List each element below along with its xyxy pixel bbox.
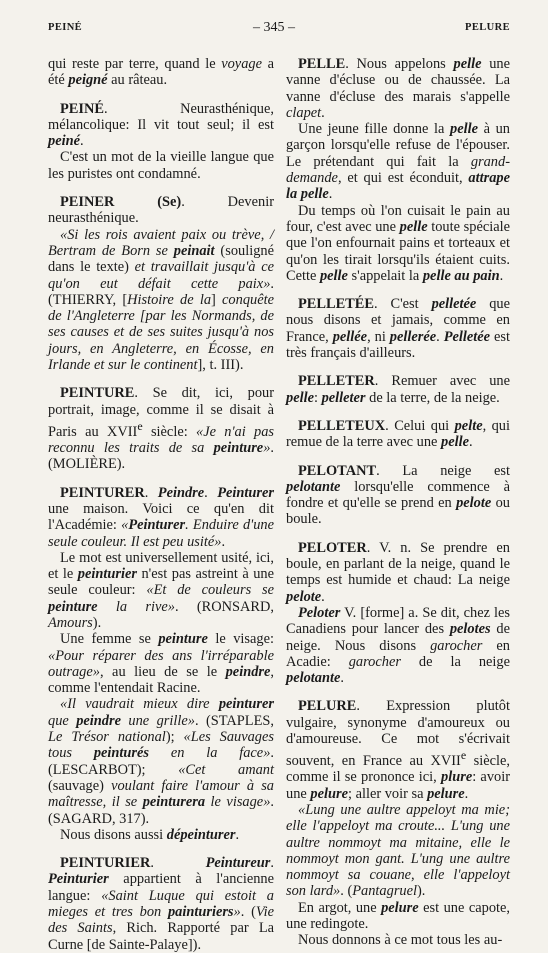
entry-gap: [286, 361, 510, 373]
entry-paragraph: Peloter V. [forme] a. Se dit, chez les Canadiens pour lancer des pelotes de neige. Nous disons garocher en Acadie: garocher de la neige pelotante.: [286, 604, 510, 687]
left-column: [48, 56, 274, 953]
running-head-right: PELURE: [465, 22, 510, 33]
entry-paragraph: Le mot est universellement usité, ici, et le peinturier n'est pas astreint à une seule couleur: «Et de couleurs se peinture la rive». (RONSARD, Amours).: [48, 549, 275, 631]
dictionary-entry: PELOTER. V. n. Se prendre en boule, en parlant de la neige, quand le temps est humide et chaud: La neige pelote.: [286, 539, 510, 605]
dictionary-entry: PEINTURE. Se dit, ici, pour portrait, image, comme il se disait à Paris au XVIIe siècle: «Je n'ai pas reconnu les traits de sa peinture». (MOLIÈRE).: [48, 385, 275, 473]
page-number: – 345 –: [253, 20, 295, 35]
entry-gap: [48, 373, 274, 385]
entry-gap: [286, 686, 510, 698]
entry-gap: [48, 843, 274, 855]
entry-gap: [48, 89, 274, 101]
entry-paragraph: «Si les rois avaient paix ou trève, / Bertram de Born se peinait (souligné dans le texte) et travaillait jusqu'à ce qu'on eut défait cette paix». (THIERRY, [Histoire de la] conquête de l'Angleterre [par les Normands, de ses causes et de ses suites jusqu'à nos jours, en Angleterre, en Écosse, en Irlande et sur le continent], t. III).: [48, 226, 274, 374]
entry-paragraph: «Lung une aultre appeloyt ma mie; elle l'appeloyt ma croute... L'ung une aultre nommoyt ma mitaine, elle le nommoyt mon gant. L'ung une aultre nommoyt sa couane, elle l'appeloyt son lard». (Pantagruel).: [286, 801, 510, 900]
right-column: [286, 56, 510, 949]
dictionary-entry: PELLETEUX. Celui qui pelte, qui remue de la terre avec une pelle.: [286, 417, 510, 451]
entry-paragraph: «Il vaudrait mieux dire peinturer que peindre une grille». (STAPLES, Le Trésor national); «Les Sauvages tous peinturés en la face». (LESCARBOT); «Cet amant (sauvage) voulant faire l'amour à sa maîtresse, il se peinturera le visage». (SAGARD, 317).: [48, 696, 274, 827]
dictionary-entry: PELLETER. Remuer avec une pelle: pelleter de la terre, de la neige.: [286, 373, 510, 406]
entry-gap: [48, 182, 274, 194]
entry-paragraph: Du temps où l'on cuisait le pain au four, c'est avec une pelle toute spéciale que l'on enfournait pains et torteaux et qu'on les tirait lorsqu'ils étaient cuits. Cette pelle s'appelait la pelle au pain.: [286, 202, 510, 284]
entry-gap: [286, 284, 510, 296]
entry-gap: [286, 406, 510, 418]
entry-paragraph: qui reste par terre, quand le voyage a été peigné au râteau.: [48, 56, 274, 89]
entry-gap: [286, 451, 510, 463]
entry-paragraph: Une femme se peinture le visage: «Pour réparer des ans l'irréparable outrage», au lieu de se le peindre, comme l'entendait Racine.: [48, 631, 274, 697]
entry-paragraph: Nous disons aussi dépeinturer.: [60, 826, 240, 843]
dictionary-entry: PEINTURER. Peindre. Peinturer une maison. Voici ce qu'en dit l'Académie: «Peinturer. Enduire d'une seule couleur. Il est peu usité».: [48, 484, 274, 550]
dictionary-entry: PELOTANT. La neige est pelotante lorsqu'elle commence à fondre et qu'elle se prend en pelote ou boule.: [286, 462, 510, 528]
entry-paragraph: Une jeune fille donne la pelle à un garçon lorsqu'elle refuse de l'épouser. Le prétendant qui fait la grand-demande, et qui est éconduit, attrape la pelle.: [286, 121, 510, 203]
entry-gap: [48, 473, 274, 485]
dictionary-entry: PEINÉ. Neurasthénique, mélancolique: Il vit tout seul; il est peiné.: [48, 100, 274, 150]
dictionary-entry: PELLE. Nous appelons pelle une vanne d'écluse ou de chaussée. La vanne d'écluse des marais s'appelle clapet.: [286, 56, 510, 121]
dictionary-entry: PELLETÉE. C'est pelletée que nous disons et jamais, comme en France, pellée, ni pellerée. Pelletée est très français d'ailleurs.: [286, 296, 510, 362]
dictionary-entry: PELURE. Expression plutôt vulgaire, synonyme d'amoureux ou d'amoureuse. Ce mot s'écrivait souvent, en France au XVIIe siècle, comme il se prononce ici, plure: avoir une pelure; aller voir sa pelure.: [286, 698, 510, 802]
entry-paragraph: En argot, une pelure est une capote, une redingote.: [286, 899, 510, 933]
entry-paragraph: C'est un mot de la vieille langue que les puristes ont condamné.: [48, 149, 274, 182]
running-head-left: PEINÉ: [48, 22, 83, 33]
entry-paragraph: Nous donnons à ce mot tous les au-: [298, 932, 503, 949]
entry-gap: [286, 528, 510, 540]
dictionary-entry: PEINER (Se). Devenir neurasthénique.: [48, 194, 274, 227]
dictionary-entry: PEINTURIER. Peintureur. Peinturier appartient à l'ancienne langue: «Saint Luque qui estoit a mieges et tres bon painturiers». (Vie des Saints, Rich. Rapporté par La Curne [de Sainte-Palaye]).: [48, 855, 274, 953]
